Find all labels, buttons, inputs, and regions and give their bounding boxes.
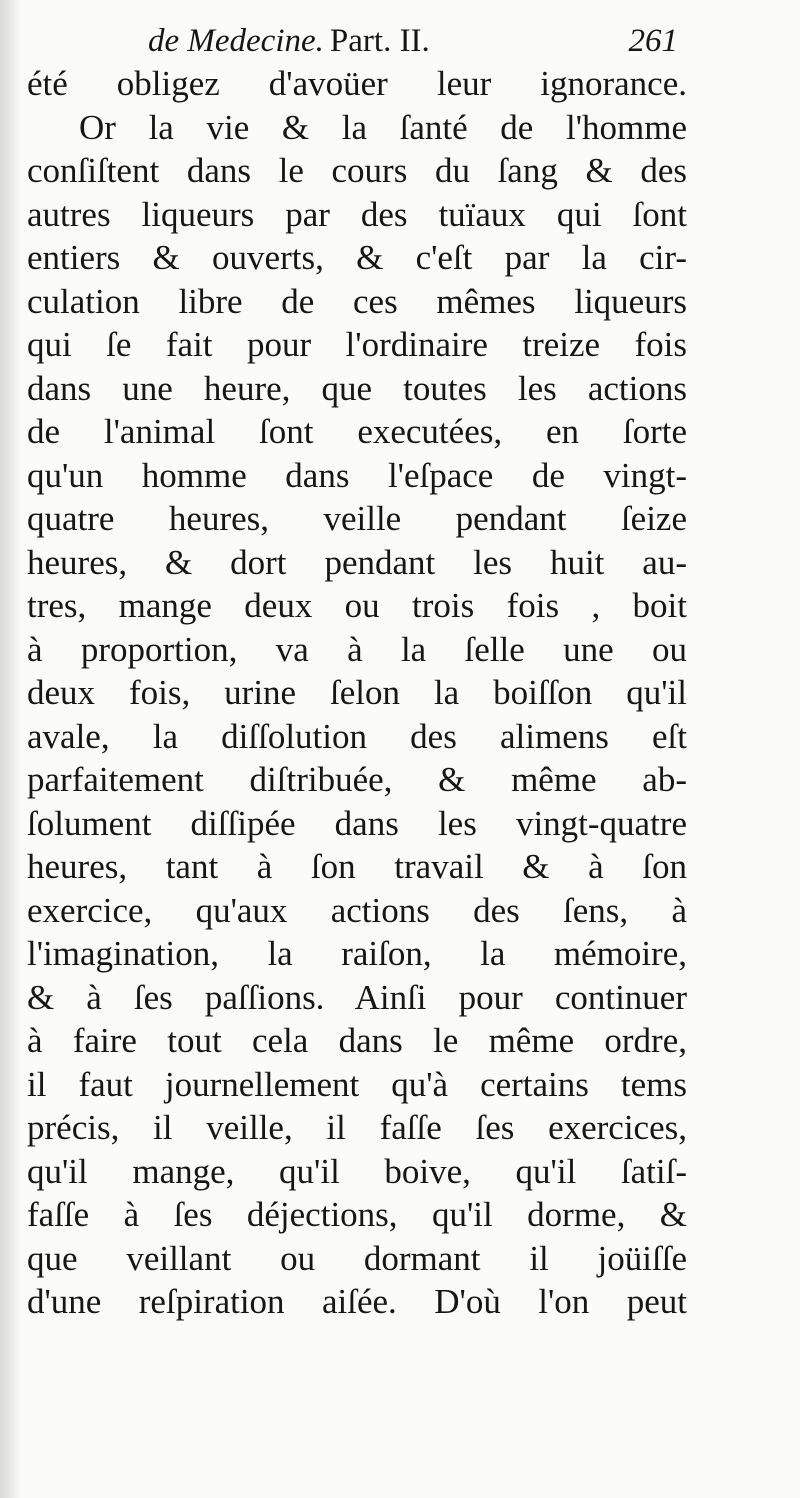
text-line: il faut journellement qu'à certains tems — [27, 1064, 687, 1104]
running-header — [148, 18, 678, 64]
text-line: Or la vie & la ſanté de l'homme — [79, 107, 687, 147]
text-line: que veillant ou dormant il joüiſſe — [27, 1238, 687, 1278]
text-line: exercice, qu'aux actions des ſens, à — [27, 890, 687, 930]
text-line: culation libre de ces mêmes liqueurs — [27, 281, 687, 321]
text-line: l'imagination, la raiſon, la mémoire, — [27, 934, 687, 973]
text-line: conſiſtent dans le cours du ſang & des — [27, 151, 687, 190]
text-line: tres, mange deux ou trois fois , boit — [27, 586, 687, 625]
page-number: 261 — [628, 23, 678, 59]
text-line: dans une heure, que toutes les actions — [27, 368, 687, 408]
text-line: avale, la diſſolution des alimens eſt — [27, 716, 687, 756]
text-line: de l'animal ſont executées, en ſorte — [27, 412, 687, 451]
text-line: entiers & ouverts, & c'eſt par la cir- — [27, 238, 687, 277]
text-line: à proportion, va à la ſelle une ou — [27, 629, 687, 669]
body-text — [27, 62, 687, 1324]
text-line: heures, & dort pendant les huit au- — [27, 542, 687, 582]
text-line: qu'il mange, qu'il boive, qu'il ſatiſ- — [27, 1151, 687, 1191]
text-line: & à ſes paſſions. Ainſi pour continuer — [27, 977, 687, 1017]
text-line: qu'un homme dans l'eſpace de vingt- — [27, 455, 687, 495]
text-line: faſſe à ſes déjections, qu'il dorme, & — [27, 1195, 687, 1234]
text-line: parfaitement diſtribuée, & même ab- — [27, 760, 687, 799]
text-line: à faire tout cela dans le même ordre, — [27, 1021, 687, 1060]
part-label: Part. II. — [329, 23, 430, 59]
text-line: précis, il veille, il faſſe ſes exercices, — [27, 1108, 687, 1147]
running-title: de Medecine. — [148, 23, 324, 59]
text-line: deux fois, urine ſelon la boiſſon qu'il — [27, 673, 687, 712]
text-line: ſolument diſſipée dans les vingt-quatre — [27, 803, 687, 843]
text-line: quatre heures, veille pendant ſeize — [27, 499, 687, 538]
text-line: d'une reſpiration aiſée. D'où l'on peut — [27, 1282, 687, 1321]
text-line: qui ſe fait pour l'ordinaire treize fois — [27, 325, 687, 364]
text-line: heures, tant à ſon travail & à ſon — [27, 847, 687, 886]
gutter-shadow — [0, 0, 22, 1498]
text-line: autres liqueurs par des tuïaux qui ſont — [27, 194, 687, 234]
text-line: été obligez d'avoüer leur ignorance. — [27, 64, 687, 103]
